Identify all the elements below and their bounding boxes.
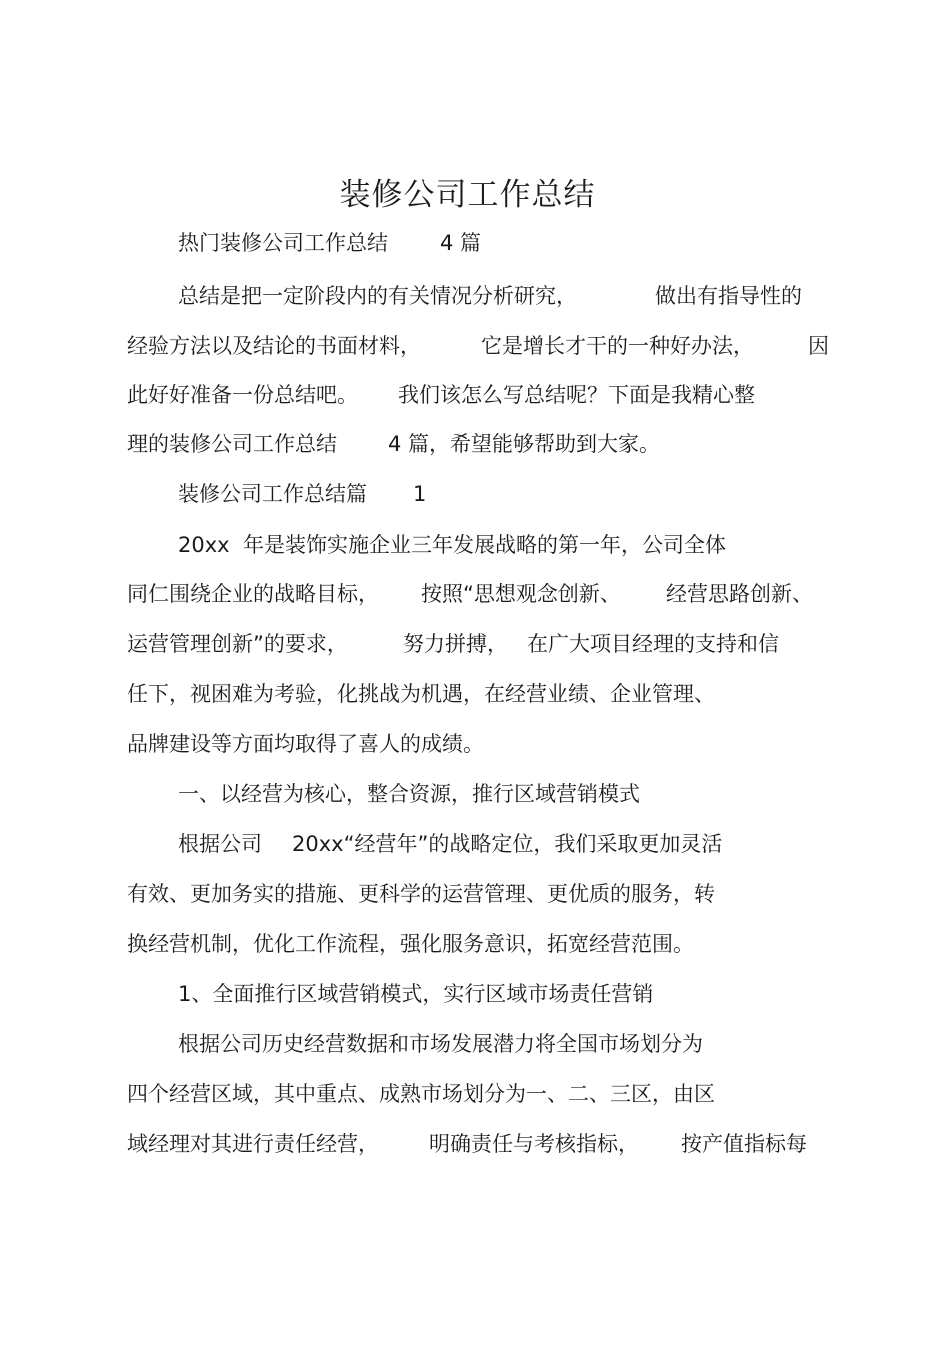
text-segment: 20xx“经营年”的战略定位，我们采取更加灵活 bbox=[292, 832, 723, 856]
text-segment: 1、全面推行区域营销模式，实行区域市场责任营销 bbox=[178, 982, 654, 1006]
text-segment: 理的装修公司工作总结 bbox=[127, 432, 337, 456]
text-segment: 根据公司 bbox=[178, 832, 262, 856]
document-title: 装修公司工作总结 bbox=[339, 177, 596, 213]
text-segment: 做出有指导性的 bbox=[655, 284, 802, 308]
text-segment: 同仁围绕企业的战略目标， bbox=[127, 582, 379, 606]
text-segment: 品牌建设等方面均取得了喜人的成绩。 bbox=[127, 732, 484, 756]
text-segment: 总结是把一定阶段内的有关情况分析研究， bbox=[178, 284, 577, 308]
text-segment: 域经理对其进行责任经营， bbox=[127, 1132, 379, 1156]
text-segment: 我们该怎么写总结呢？下面是我精心整 bbox=[398, 383, 755, 407]
text-segment: 任下，视困难为考验，化挑战为机遇，在经营业绩、企业管理、 bbox=[127, 682, 715, 706]
text-segment: 装修公司工作总结篇 bbox=[178, 482, 367, 506]
text-segment: 因 bbox=[808, 334, 829, 358]
text-segment: 经营思路创新、 bbox=[666, 582, 813, 606]
text-segment: 根据公司历史经营数据和市场发展潜力将全国市场划分为 bbox=[178, 1032, 703, 1056]
text-segment: 4 篇 bbox=[440, 231, 482, 255]
text-segment: 此好好准备一份总结吧。 bbox=[127, 383, 358, 407]
text-segment: 4 篇，希望能够帮助到大家。 bbox=[388, 432, 661, 456]
text-segment: 1 bbox=[413, 482, 427, 506]
text-segment: 按照“思想观念创新、 bbox=[421, 582, 621, 606]
text-segment: 换经营机制，优化工作流程，强化服务意识，拓宽经营范围。 bbox=[127, 932, 694, 956]
text-segment: 有效、更加务实的措施、更科学的运营管理、更优质的服务，转 bbox=[127, 882, 715, 906]
text-segment: 运营管理创新”的要求， bbox=[127, 632, 348, 656]
text-segment: 明确责任与考核指标， bbox=[429, 1132, 639, 1156]
text-segment: 一、以经营为核心，整合资源，推行区域营销模式 bbox=[178, 782, 640, 806]
text-segment: 四个经营区域，其中重点、成熟市场划分为一、二、三区，由区 bbox=[127, 1082, 715, 1106]
text-segment: 在广大项目经理的支持和信 bbox=[527, 632, 779, 656]
text-segment: 按产值指标每 bbox=[681, 1132, 807, 1156]
text-segment: 努力拼搏， bbox=[403, 632, 508, 656]
text-segment: 它是增长才干的一种好办法， bbox=[481, 334, 754, 358]
text-segment: 热门装修公司工作总结 bbox=[178, 231, 388, 255]
text-segment: 经验方法以及结论的书面材料， bbox=[127, 334, 421, 358]
text-segment: 20xx bbox=[178, 533, 230, 557]
text-segment: 年是装饰实施企业三年发展战略的第一年，公司全体 bbox=[243, 533, 726, 557]
